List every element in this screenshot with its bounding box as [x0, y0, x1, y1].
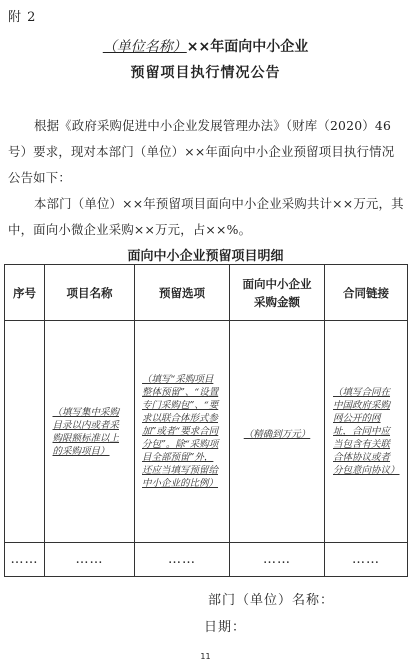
- reserve-option-note: （填写“采购项目整体预留”、“设置专门采购包”、“要求以联合体形式参加”或者“要求合同分包”。除“采购项目全部预留”外，还应当填写预留给中小企业的比例）: [142, 374, 219, 489]
- header-seq: 序号: [5, 265, 45, 321]
- contract-link-note: （填写合同在中国政府采购网公开的网址，合同中应当包含有关联合体协议或者分包意向协议）: [333, 387, 400, 476]
- table-row: [5, 321, 408, 543]
- table-title: 面向中小企业预留项目明细: [127, 249, 284, 264]
- intro-paragraph: 根据《政府采购促进中小企业发展管理办法》（财库（2020）46号）要求，现对本部门（单位）××年面向中小企业预留项目执行情况公告如下：: [8, 118, 395, 185]
- header-contract-link: 合同链接: [325, 265, 408, 321]
- cell-contract-link: [325, 321, 408, 543]
- document-title-line2: 预留项目执行情况公告: [130, 65, 281, 81]
- header-amount-text: 面向中小企业采购金额: [242, 276, 312, 309]
- page-number: 11: [200, 652, 211, 661]
- ellipsis-cell: ……: [5, 543, 45, 577]
- reserved-projects-table: [4, 264, 408, 577]
- document-title-line1: [0, 36, 411, 56]
- cell-reserve-option: [135, 321, 230, 543]
- ellipsis-cell: ……: [230, 543, 325, 577]
- annex-label: 附 2: [8, 10, 37, 25]
- ellipsis-cell: ……: [325, 543, 408, 577]
- header-reserve-option: 预留选项: [135, 265, 230, 321]
- header-project-name: 项目名称: [45, 265, 135, 321]
- amount-note: （精确到万元）: [243, 429, 311, 440]
- table-row-ellipsis: [5, 543, 408, 577]
- summary-paragraph: 本部门（单位）××年预留项目面向中小企业采购共计××万元，其中，面向小微企业采购××万元，占××%。: [8, 196, 404, 237]
- department-signature-label: 部门（单位）名称：: [208, 593, 335, 608]
- cell-project-name: [45, 321, 135, 543]
- unit-name-placeholder: （单位名称）: [102, 39, 187, 55]
- date-label: 日期：: [204, 620, 247, 635]
- table-header-row: [5, 265, 408, 321]
- cell-seq: [5, 321, 45, 543]
- title-line1-rest: ××年面向中小企业: [186, 39, 309, 55]
- cell-amount: [230, 321, 325, 543]
- ellipsis-cell: ……: [45, 543, 135, 577]
- header-amount: [230, 265, 325, 321]
- ellipsis-cell: ……: [135, 543, 230, 577]
- project-name-note: （填写集中采购目录以内或者采购限额标准以上的采购项目）: [52, 406, 120, 457]
